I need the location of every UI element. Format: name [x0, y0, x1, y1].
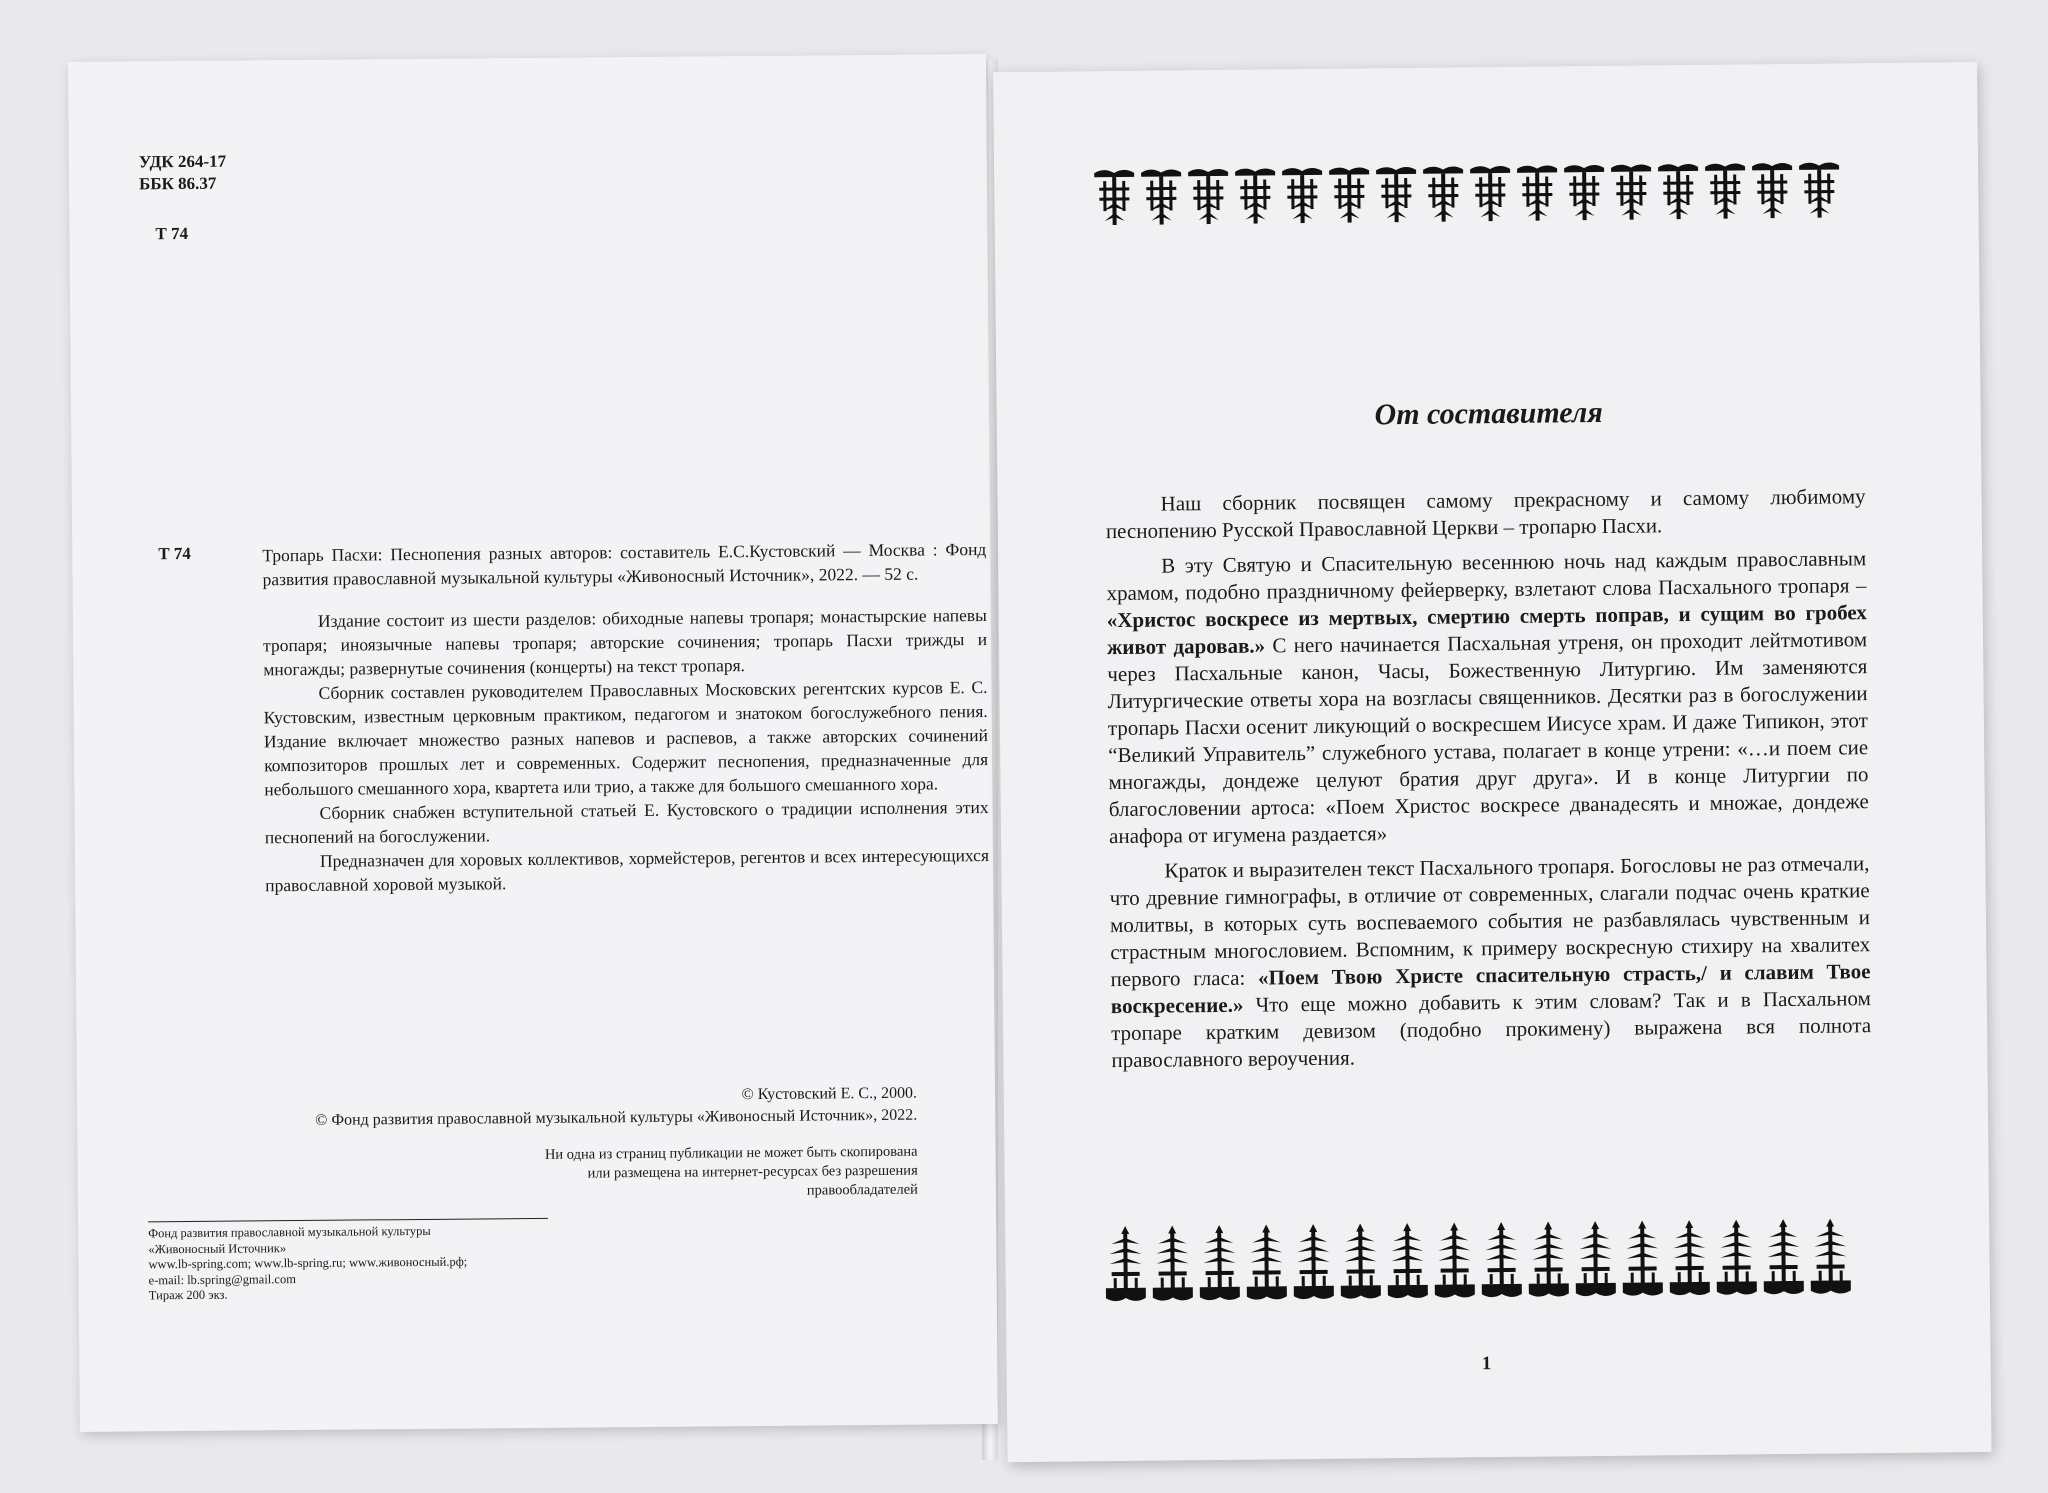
description-paragraph: Предназначен для хоровых коллективов, хормейстеров, регентов и всех интересующихся православной хоровой музыкой. [265, 844, 990, 896]
top-ornament-band [1094, 159, 1865, 229]
copyright-author: © Кустовский Е. С., 2000. [741, 1084, 918, 1104]
stichera-quote: «Поем Твою Христе спасительную страсть,/ и славим Твое воскресение.» [1110, 959, 1871, 1019]
bibliographic-entry: Тропарь Пасхи: Песнопения разных авторов: составитель Е.С.Кустовский — Москва : Фонд развития православной музыкальной культуры «Живоносный Источник», 2022. — 52 с. [262, 539, 987, 590]
bleed-through-text [1085, 288, 1885, 296]
author-mark-top: Т 74 [155, 223, 189, 244]
copyright-block [277, 1083, 917, 1133]
rights-line: Ни одна из страниц публикации не может быть скопирована [544, 1143, 918, 1163]
author-mark-biblio: Т 74 [158, 543, 191, 564]
preface-paragraph-3 [1109, 850, 1871, 1074]
preface-paragraph-1: Наш сборник посвящен самому прекрасному и самому любимому песнопению Русской Православной Церкви – тропарю Пасхи. [1105, 484, 1866, 544]
footer-line: e-mail: lb.spring@gmail.com [148, 1271, 296, 1287]
footer-line: «Живоносный Источник» [148, 1240, 287, 1256]
text-run: Краток и выразителен текст Пасхального тропаря. Богословы не раз отмечали, что древние гимнографы, в отличие от современных, слагали подчас очень краткие молитвы, в которых суть воспеваемого события не разбавлялась чувственным и страстным многословием. Вспомним, к примеру воскресную стихиру на хвалитех первого гласа: [1109, 851, 1871, 992]
footer-line: Фонд развития православной музыкальной культуры [148, 1223, 431, 1241]
preface-paragraph-2 [1106, 545, 1869, 850]
rights-line: или размещена на интернет-ресурсах без разрешения [587, 1162, 918, 1182]
description-paragraph: Издание состоит из шести разделов: обиходные напевы тропаря; монастырские напевы тропаря; иноязычные напевы тропаря; авторские сочинения; тропарь Пасхи трижды и многажды; развернутые сочинения (концерты) на текст тропаря. [263, 605, 988, 680]
page-number: 1 [1481, 1353, 1492, 1375]
section-heading: От составителя [1374, 395, 1603, 432]
classification-codes [139, 151, 227, 196]
bbk-code: ББК 86.37 [138, 173, 217, 194]
footer-line: www.lb-spring.com; www.lb-spring.ru; www.живоносный.рф; [148, 1254, 468, 1272]
bottom-ornament-band [1105, 1218, 1876, 1306]
text-run: Что еще можно добавить к этим словам? Так и в Пасхальном тропаре кратким девизом (подобно прокимену) выражена вся полнота православного вероучения. [1110, 986, 1872, 1073]
udk-code: УДК 264-17 [138, 151, 227, 172]
footer-divider [148, 1218, 548, 1222]
description-paragraph: Сборник снабжен вступительной статьей Е. Кустовского о традиции исполнения этих песнопений на богослужении. [264, 796, 989, 848]
ornament-motif-row [1105, 1218, 1851, 1301]
text-run: С него начинается Пасхальная утреня, он проходит лейтмотивом через Пасхальные канон, Часы, Божественную Литургию. Им заменяются Литургические ответы хора на возгласы священников. Десятки раз в богослужении тропарь Пасхи осенит ликующий о воскресшем Иисусе храм. И даже Типикон, этот “Великий Управитель” служебного устава, полагает в конце утрени: «…и поем сие многажды, дондеже целуют братия друг друга». И в конце Литургии по благословении артоса: «Поем Христос воскресе дванадесять и множае, дондеже анафора от игумена раздается» [1107, 627, 1869, 849]
preface-body [1105, 483, 1871, 1082]
ornament-motif-row [1094, 162, 1840, 225]
copyright-publisher: © Фонд развития православной музыкальной культуры «Живоносный Источник», 2022. [315, 1106, 918, 1129]
bibliographic-record [262, 537, 989, 897]
right-page [993, 62, 1992, 1462]
rights-notice [357, 1143, 917, 1205]
text-run: В эту Святую и Спасительную весеннюю ночь над каждым православным храмом, подобно праздничному фейерверку, взлетают слова Пасхального тропаря – [1106, 546, 1867, 606]
publisher-footer [148, 1224, 467, 1304]
rights-line: правообладателей [806, 1181, 918, 1199]
footer-line: Тираж 200 экз. [148, 1287, 228, 1303]
left-page [68, 54, 998, 1432]
troparion-quote: «Христос воскресе из мертвых, смертию смерть поправ, и сущим во гробех живот даровав.» [1106, 600, 1867, 660]
description-paragraph: Сборник составлен руководителем Православных Московских регентских курсов Е. С. Кустовским, известным церковным практиком, педагогом и знатоком богослужебного пения. Издание включает множество разных напевов и распевов, а также авторских сочинений композиторов прошлых лет и современных. Содержит песнопения, предназначенные для небольшого смешанного хора, квартета или трио, а также для большого смешанного хора. [263, 677, 989, 800]
